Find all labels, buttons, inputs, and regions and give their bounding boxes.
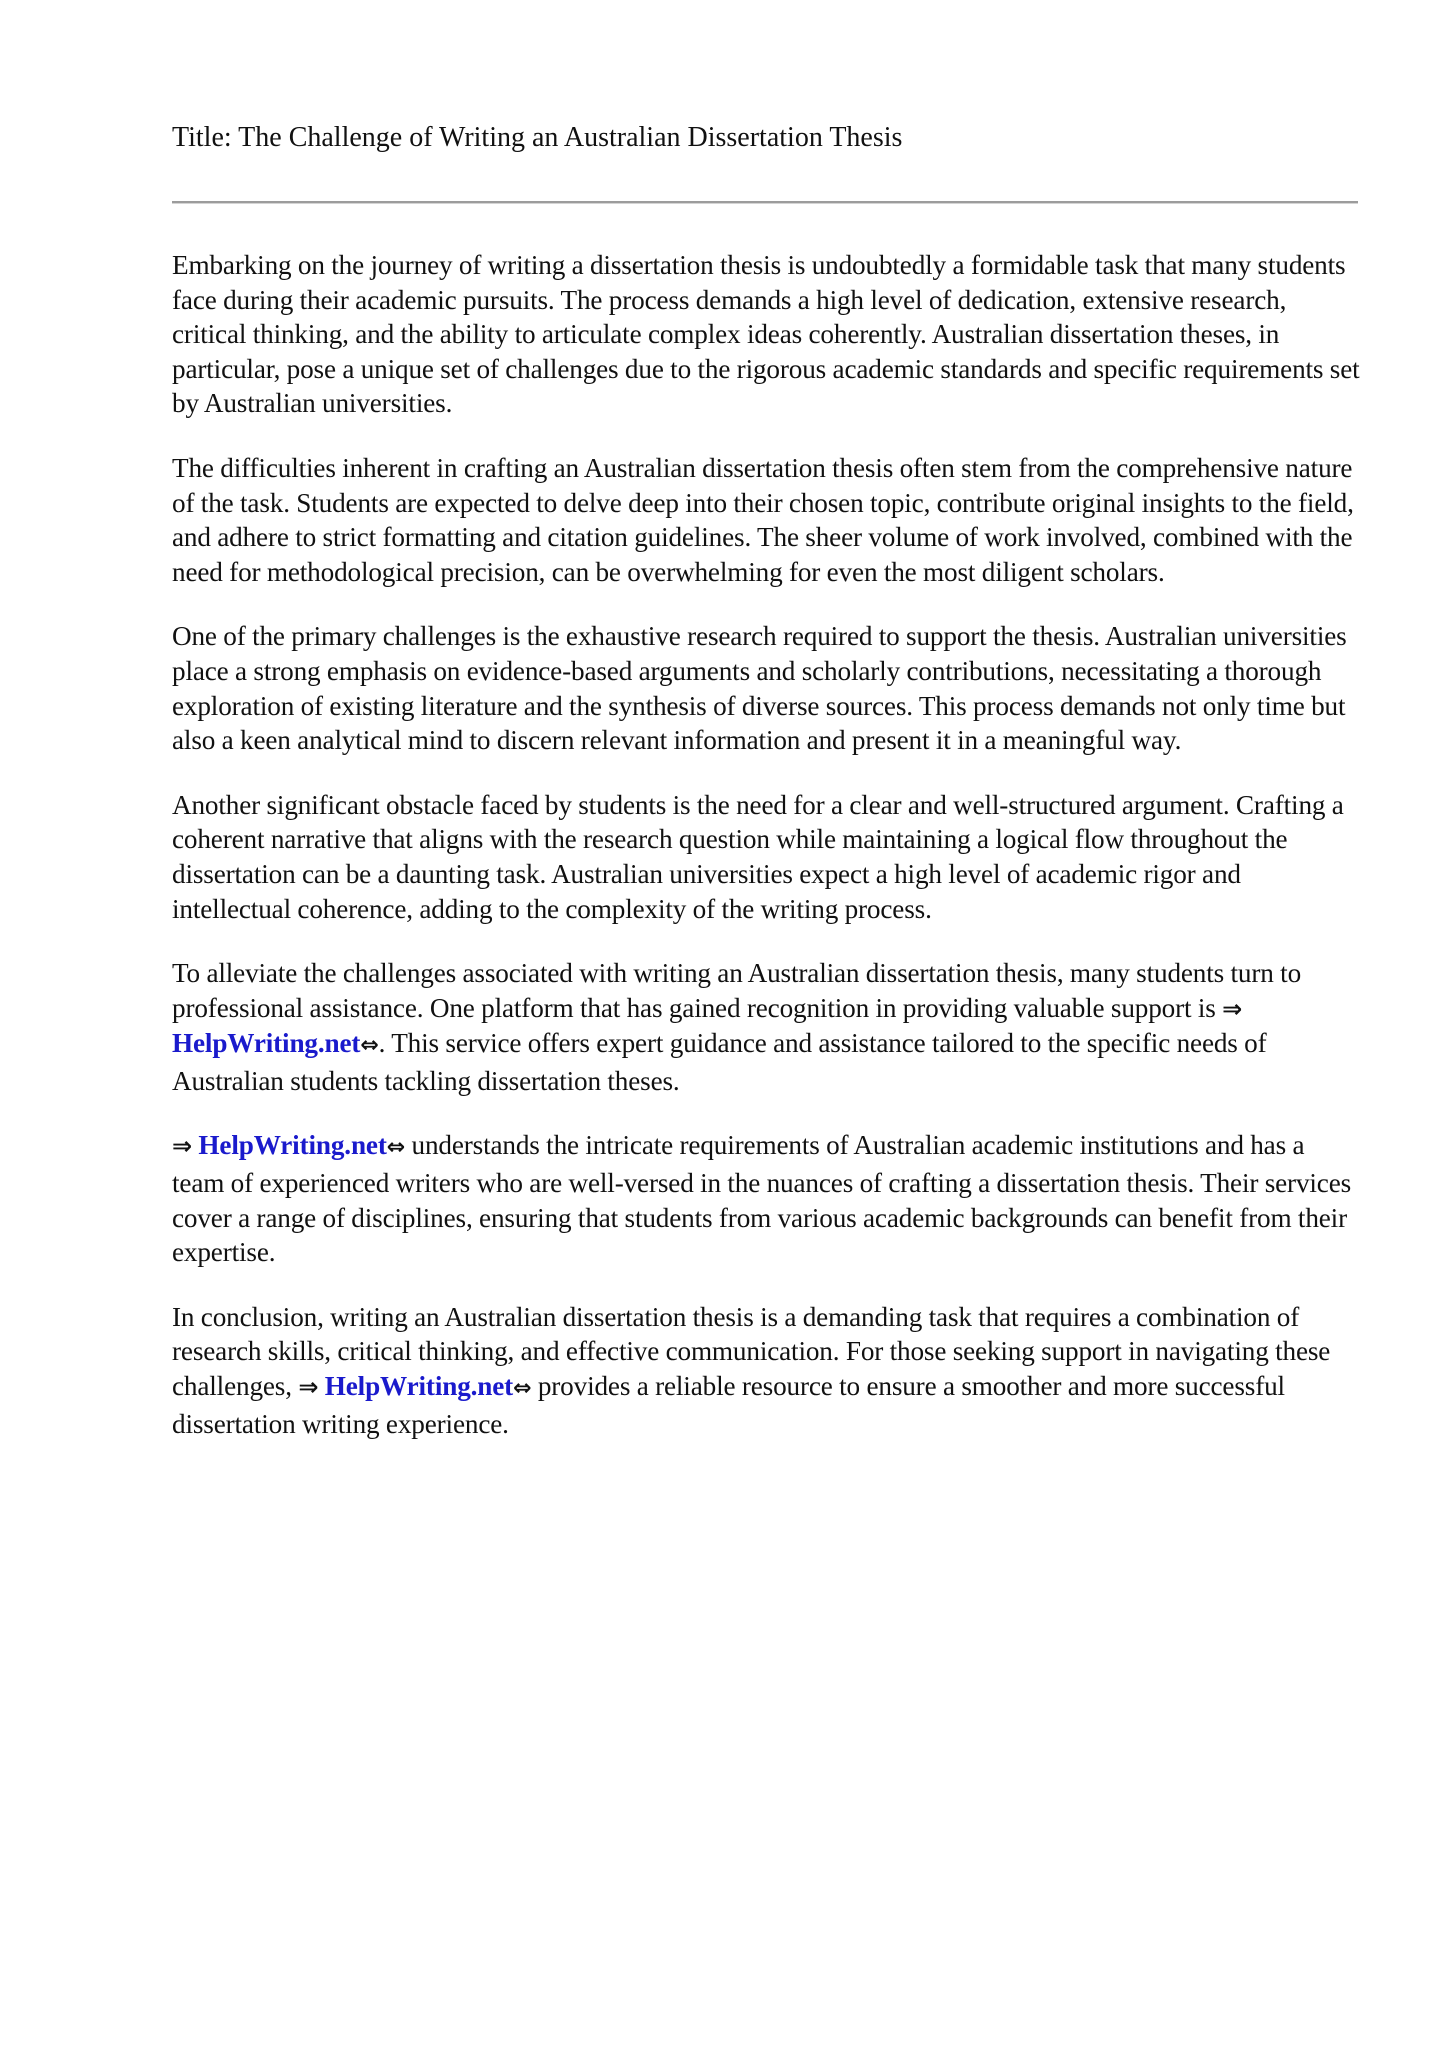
helpwriting-link[interactable]: HelpWriting.net [198, 1130, 387, 1161]
paragraph-assistance [172, 956, 1362, 1098]
paragraph-research: One of the primary challenges is the exhaustive research required to support the thesis. Australian universities place a strong emphasis on evidence-based arguments and scholarly contributions, necessitating a thorough exploration of existing literature and the synthesis of diverse sources. This process demands not only time but also a keen analytical mind to discern relevant information and present it in a meaningful way. [172, 621, 1347, 756]
left-right-double-arrow-icon: ⇔ [360, 1033, 379, 1059]
paragraph-text-after: provides a reliable resource to ensure a smoother and more successful dissertation writing experience. [172, 1371, 1285, 1439]
document-body [172, 248, 1362, 1471]
helpwriting-link[interactable]: HelpWriting.net [172, 1028, 361, 1059]
right-double-arrow-icon: ⇒ [172, 1132, 192, 1161]
helpwriting-link[interactable]: HelpWriting.net [324, 1371, 514, 1402]
left-right-double-arrow-icon: ⇔ [386, 1135, 406, 1161]
title-divider [172, 201, 1358, 204]
paragraph-text-after: understands the intricate requirements of Australian academic institutions and has a team of experienced writers who are well-versed in the nuances of crafting a dissertation thesis. Their services cover a range of disciplines, ensuring that students from various academic backgrounds can benefit from their expertise. [172, 1130, 1352, 1268]
document-title: Title: The Challenge of Writing an Australian Dissertation Thesis [172, 122, 903, 153]
paragraph-text-after: . This service offers expert guidance and assistance tailored to the specific needs of Australian students tackling dissertation theses. [172, 1028, 1267, 1096]
paragraph-conclusion [172, 1300, 1362, 1441]
right-double-arrow-icon: ⇒ [298, 1373, 319, 1402]
right-double-arrow-icon: ⇒ [1222, 994, 1243, 1023]
paragraph-argument: Another significant obstacle faced by students is the need for a clear and well-structured argument. Crafting a coherent narrative that aligns with the research question while maintaining a logical flow throughout the dissertation can be a daunting task. Australian universities expect a high level of academic rigor and intellectual coherence, adding to the complexity of the writing process. [172, 789, 1344, 924]
left-right-double-arrow-icon: ⇔ [513, 1376, 532, 1402]
paragraph-intro: Embarking on the journey of writing a dissertation thesis is undoubtedly a formidable task that many students face during their academic pursuits. The process demands a high level of dedication, extensive research, critical thinking, and the ability to articulate complex ideas coherently. Australian dissertation theses, in particular, pose a unique set of challenges due to the rigorous academic standards and specific requirements set by Australian universities. [172, 250, 1360, 419]
paragraph-difficulties: The difficulties inherent in crafting an Australian dissertation thesis often stem from the comprehensive nature of the task. Students are expected to delve deep into their chosen topic, contribute original insights to the field, and adhere to strict formatting and citation guidelines. The sheer volume of work involved, combined with the need for methodological precision, can be overwhelming for even the most diligent scholars. [172, 452, 1354, 587]
paragraph-text-before: In conclusion, writing an Australian dissertation thesis is a demanding task that requires a combination of research skills, critical thinking, and effective communication. For those seeking support in navigating these challenges, [172, 1301, 1331, 1402]
paragraph-text-before: To alleviate the challenges associated with writing an Australian dissertation thesis, many students turn to professional assistance. One platform that has gained recognition in providing valuable support is [172, 958, 1302, 1023]
paragraph-service [172, 1128, 1362, 1269]
